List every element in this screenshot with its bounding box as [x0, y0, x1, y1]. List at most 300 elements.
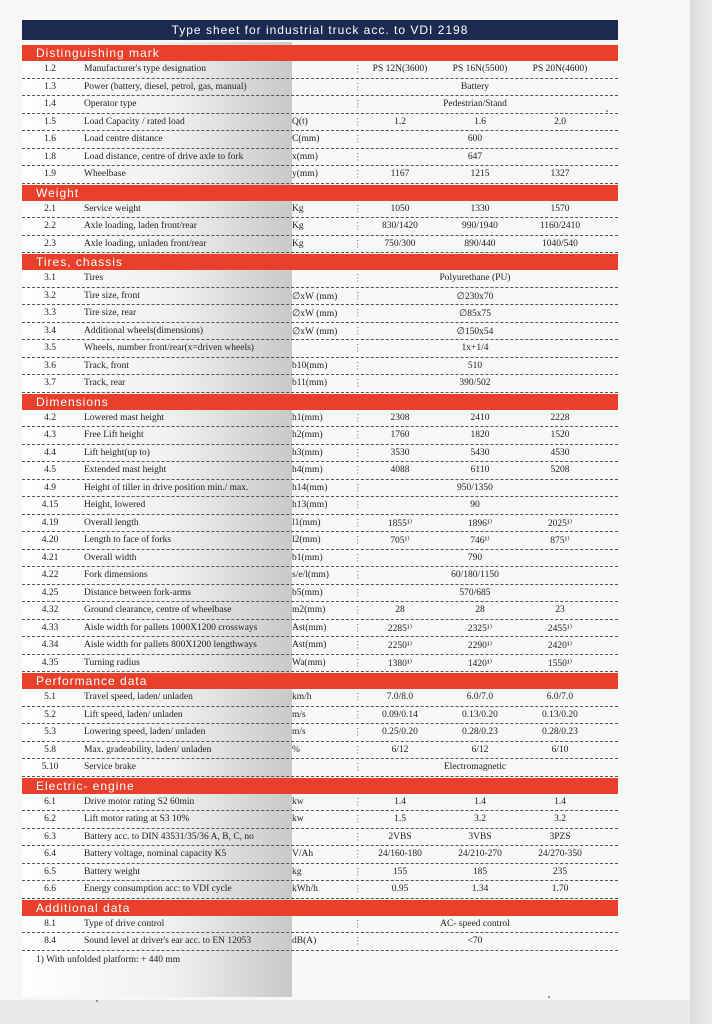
value-model-3: 235 [552, 866, 568, 877]
column-divider: ⋮ [353, 536, 363, 546]
value-all-models: ∅85x75 [458, 309, 492, 319]
value-model-3: 2455¹⁾ [547, 623, 573, 634]
row-unit: kw [292, 796, 304, 807]
section-header: Electric- engine [22, 778, 618, 794]
value-model-2: 0.28/0.23 [462, 727, 498, 737]
table-row [22, 480, 618, 498]
value-model-2: 746¹⁾ [470, 536, 490, 546]
value-model-3: 5208 [550, 465, 570, 475]
row-number: 4.35 [41, 657, 59, 668]
value-model-3: 6/10 [551, 744, 569, 755]
table-row [22, 358, 618, 376]
column-divider: ⋮ [353, 797, 363, 808]
column-divider: ⋮ [353, 745, 363, 756]
table-row [22, 288, 618, 306]
row-description: Operator type [84, 99, 137, 109]
value-model-1: 2VBS [388, 831, 412, 842]
row-description: Overall length [84, 517, 139, 528]
value-model-2: 185 [472, 866, 488, 877]
row-number: 6.2 [44, 814, 56, 824]
row-unit: b11(mm) [292, 378, 328, 388]
row-unit: C(mm) [292, 134, 320, 144]
row-description: Height, lowered [84, 500, 146, 510]
row-description: Tires [84, 273, 104, 283]
row-unit: ∅xW (mm) [292, 309, 338, 319]
table-row [22, 462, 618, 480]
value-model-2: 1330 [470, 203, 490, 214]
column-divider: ⋮ [353, 693, 363, 703]
value-all-models: 60/180/1150 [451, 570, 499, 580]
row-unit: b1(mm) [292, 552, 323, 563]
table-row [22, 114, 618, 132]
row-number: 2.2 [44, 221, 56, 231]
column-divider: ⋮ [353, 641, 363, 651]
value-all-models: 390/502 [459, 378, 491, 388]
row-number: 3.5 [44, 343, 56, 353]
table-row [22, 916, 618, 934]
paper-speck [606, 110, 608, 112]
row-number: 4.9 [44, 482, 56, 493]
column-divider: ⋮ [353, 850, 363, 860]
value-all-models: Electromagnetic [443, 762, 507, 772]
row-description: Ground clearance, centre of wheelbase [84, 605, 232, 615]
table-row [22, 166, 618, 184]
row-number: 4.34 [41, 640, 59, 650]
row-number: 3.4 [44, 325, 56, 336]
section-header: Tires, chassis [22, 254, 618, 270]
table-row [22, 270, 618, 288]
value-model-2: 1.6 [474, 116, 486, 127]
value-model-1: 4088 [390, 465, 410, 475]
value-model-2: 1420¹⁾ [467, 658, 493, 669]
table-row [22, 550, 618, 568]
column-divider: ⋮ [353, 466, 363, 476]
column-divider: ⋮ [353, 571, 363, 581]
row-number: 4.20 [41, 535, 59, 545]
row-number: 4.21 [41, 552, 59, 563]
value-model-3: 1570 [550, 203, 570, 214]
table-row [22, 410, 618, 428]
value-model-2: PS 16N(5500) [452, 64, 508, 74]
row-number: 5.2 [44, 709, 56, 720]
value-all-models: 90 [470, 500, 480, 510]
row-unit: h1(mm) [292, 412, 323, 423]
row-description: Wheels, number front/rear(x=driven wheels) [84, 343, 254, 353]
value-model-3: 1160/2410 [539, 221, 581, 231]
value-all-models: 510 [467, 360, 483, 371]
row-description: Tire size, front [84, 290, 140, 301]
table-row [22, 602, 618, 620]
value-model-1: 1.4 [394, 796, 406, 807]
value-model-3: 875¹⁾ [550, 536, 570, 546]
row-description: Service weight [84, 203, 141, 214]
value-model-1: 705¹⁾ [390, 536, 410, 546]
section-header: Performance data [22, 673, 618, 689]
table-row [22, 427, 618, 445]
row-unit: dB(A) [292, 936, 317, 946]
row-unit: m2(mm) [292, 605, 326, 615]
row-description: Type of drive control [84, 918, 165, 929]
row-unit: s/e/l(mm) [292, 570, 329, 580]
value-model-3: 24/270-350 [538, 849, 582, 859]
row-number: 4.2 [44, 412, 56, 423]
table-row [22, 811, 618, 829]
row-unit: km/h [292, 692, 312, 702]
table-row [22, 567, 618, 585]
value-all-models: 790 [467, 552, 483, 563]
row-number: 5.10 [41, 762, 59, 772]
value-model-3: 2.0 [554, 116, 566, 127]
column-divider: ⋮ [353, 885, 363, 895]
table-row [22, 131, 618, 149]
column-divider: ⋮ [353, 239, 363, 250]
row-number: 1.8 [44, 151, 56, 162]
value-model-1: 3530 [390, 447, 410, 458]
row-unit: b10(mm) [292, 360, 328, 371]
row-description: Service brake [84, 762, 136, 772]
row-description: Load distance, centre of drive axle to fork [84, 151, 244, 162]
footnote: 1) With unfolded platform: + 440 mm [36, 954, 181, 965]
row-unit: ∅xW (mm) [292, 291, 338, 302]
value-model-1: 1050 [390, 203, 410, 214]
value-all-models: Battery [461, 81, 489, 92]
row-description: Drive motor rating S2 60min [84, 796, 195, 807]
row-description: Lift motor rating at S3 10% [84, 814, 190, 824]
column-divider: ⋮ [353, 361, 363, 372]
sheet-title: Type sheet for industrial truck acc. to VDI 2198 [22, 20, 618, 40]
value-model-1: 1855¹⁾ [387, 518, 413, 529]
row-number: 8.4 [44, 936, 56, 946]
table-row [22, 236, 618, 254]
table-row [22, 742, 618, 760]
column-divider: ⋮ [353, 152, 363, 163]
table-row [22, 323, 618, 341]
table-row [22, 759, 618, 777]
row-description: Tire size, rear [84, 308, 137, 318]
value-model-1: 1.2 [394, 116, 406, 127]
value-all-models: 950/1350 [457, 482, 493, 493]
row-description: Extended mast height [84, 465, 167, 475]
value-model-2: 890/440 [464, 238, 496, 249]
row-number: 8.1 [44, 918, 56, 929]
value-all-models: Polyurethane (PU) [439, 273, 511, 283]
row-number: 6.5 [44, 866, 56, 877]
table-row [22, 881, 618, 899]
row-description: Travel speed, laden/ unladen [84, 692, 193, 702]
value-model-3: 23 [555, 605, 565, 615]
row-number: 2.1 [44, 203, 56, 214]
value-model-3: 1040/540 [542, 238, 578, 249]
row-unit: h4(mm) [292, 465, 323, 475]
row-description: Sound level at driver's ear acc. to EN 12053 [84, 936, 252, 946]
value-model-1: 1.5 [394, 814, 406, 824]
row-description: Aisle width for pallets 1000X1200 crossways [84, 622, 258, 633]
table-row [22, 96, 618, 114]
row-unit: h13(mm) [292, 500, 328, 510]
value-model-1: 0.95 [391, 884, 409, 894]
column-divider: ⋮ [353, 919, 363, 930]
column-divider: ⋮ [353, 344, 363, 354]
row-description: Overall width [84, 552, 137, 563]
row-number: 3.2 [44, 290, 56, 301]
value-model-1: 24/160-180 [378, 849, 422, 859]
value-all-models: 570/685 [459, 587, 491, 598]
table-row [22, 532, 618, 550]
column-divider: ⋮ [353, 309, 363, 319]
table-row [22, 445, 618, 463]
row-description: Battery acc. to DIN 43531/35/36 A, B, C, no [84, 831, 254, 842]
column-divider: ⋮ [353, 431, 363, 441]
row-unit: % [292, 744, 300, 755]
row-description: Lowered mast height [84, 412, 165, 423]
value-model-3: 1520 [550, 430, 570, 440]
column-divider: ⋮ [353, 326, 363, 337]
row-unit: h14(mm) [292, 482, 328, 493]
value-model-1: 0.09/0.14 [382, 709, 418, 720]
row-description: Max. gradeability, laden/ unladen [84, 744, 212, 755]
value-model-2: 1215 [470, 169, 490, 179]
value-model-2: 6110 [470, 465, 490, 475]
column-divider: ⋮ [353, 274, 363, 284]
value-model-2: 6.0/7.0 [466, 692, 494, 702]
value-model-1: 1760 [390, 430, 410, 440]
row-number: 5.8 [44, 744, 56, 755]
page-edge [690, 0, 712, 1024]
row-unit: Ast(mm) [292, 622, 327, 633]
row-description: Height of tiller in drive position min./ max. [84, 482, 249, 493]
value-model-3: 2025¹⁾ [547, 518, 573, 529]
value-model-2: 0.13/0.20 [462, 709, 498, 720]
section-header: Dimensions [22, 394, 618, 410]
value-model-2: 28 [475, 605, 485, 615]
column-divider: ⋮ [353, 606, 363, 616]
row-description: Track, rear [84, 378, 126, 388]
row-number: 3.6 [44, 360, 56, 371]
row-description: Load Capacity / rated load [84, 116, 185, 127]
row-unit: Ast(mm) [292, 640, 327, 650]
table-row [22, 724, 618, 742]
row-unit: y(mm) [292, 169, 318, 179]
row-description: Axle loading, laden front/rear [84, 221, 197, 231]
value-model-1: 1380¹⁾ [387, 658, 413, 669]
value-model-1: 2285¹⁾ [387, 623, 413, 634]
value-model-3: 1327 [550, 169, 570, 179]
table-row [22, 655, 618, 673]
row-description: Load centre distance [84, 134, 163, 144]
table-row [22, 515, 618, 533]
row-number: 4.32 [41, 605, 59, 615]
value-model-1: 6/12 [391, 744, 409, 755]
value-model-1: 1167 [390, 169, 410, 179]
section-header: Distinguishing mark [22, 45, 618, 61]
value-all-models: Pedestrian/Stand [443, 99, 507, 109]
table-row [22, 340, 618, 358]
row-description: Lowering speed, laden/ unladen [84, 727, 206, 737]
value-model-2: 1820 [470, 430, 490, 440]
value-all-models: AC- speed control [440, 918, 510, 929]
row-number: 4.19 [41, 517, 59, 528]
column-divider: ⋮ [353, 379, 363, 389]
table-row [22, 218, 618, 236]
value-model-3: PS 20N(4600) [532, 64, 588, 74]
column-divider: ⋮ [353, 413, 363, 424]
row-number: 3.7 [44, 378, 56, 388]
column-divider: ⋮ [353, 815, 363, 825]
table-row [22, 497, 618, 515]
row-unit: Q(t) [292, 116, 308, 127]
table-row [22, 933, 618, 951]
column-divider: ⋮ [353, 117, 363, 128]
column-divider: ⋮ [353, 710, 363, 721]
value-model-2: 6/12 [471, 744, 489, 755]
table-row [22, 637, 618, 655]
row-unit: kw [292, 814, 304, 824]
row-description: Track, front [84, 360, 130, 371]
row-number: 1.4 [44, 99, 56, 109]
row-unit: h2(mm) [292, 430, 323, 440]
column-divider: ⋮ [353, 623, 363, 634]
row-description: Free Lift height [84, 430, 144, 440]
paper-speck [548, 996, 550, 998]
row-description: Energy consumption acc: to VDI cycle [84, 884, 232, 894]
row-number: 1.3 [44, 81, 56, 92]
table-row [22, 201, 618, 219]
value-model-3: 1.4 [554, 796, 566, 807]
value-model-2: 3.2 [474, 814, 486, 824]
row-number: 3.1 [44, 273, 56, 283]
row-number: 5.3 [44, 727, 56, 737]
row-description: Manufacturer's type designation [84, 64, 207, 74]
value-model-3: 3.2 [554, 814, 566, 824]
column-divider: ⋮ [353, 553, 363, 564]
column-divider: ⋮ [353, 204, 363, 215]
row-unit: kg [292, 866, 302, 877]
row-number: 6.1 [44, 796, 56, 807]
table-row [22, 689, 618, 707]
row-unit: h3(mm) [292, 447, 323, 458]
value-model-1: 28 [395, 605, 405, 615]
value-all-models: 1x+1/4 [461, 343, 489, 353]
column-divider: ⋮ [353, 222, 363, 232]
row-description: Length to face of forks [84, 535, 172, 545]
row-unit: Kg [292, 221, 304, 231]
row-number: 4.4 [44, 447, 56, 458]
row-description: Power (battery, diesel, petrol, gas, manual) [84, 81, 247, 92]
row-number: 6.3 [44, 831, 56, 842]
row-unit: m/s [292, 727, 306, 737]
row-description: Axle loading, unladen front/rear [84, 238, 207, 249]
table-row [22, 864, 618, 882]
row-number: 1.5 [44, 116, 56, 127]
value-model-2: 1.4 [474, 796, 486, 807]
column-divider: ⋮ [353, 728, 363, 738]
row-unit: ∅xW (mm) [292, 326, 338, 337]
row-unit: l1(mm) [292, 517, 321, 528]
row-number: 4.25 [41, 587, 59, 598]
value-model-2: 1.34 [471, 884, 489, 894]
row-description: Wheelbase [84, 169, 126, 179]
column-divider: ⋮ [353, 867, 363, 878]
row-unit: m/s [292, 709, 306, 720]
row-description: Turning radius [84, 657, 140, 668]
column-divider: ⋮ [353, 518, 363, 529]
section-header: Weight [22, 185, 618, 201]
row-description: Additional wheels(dimensions) [84, 325, 203, 336]
value-model-1: 0.25/0.20 [382, 727, 418, 737]
row-unit: Kg [292, 203, 304, 214]
row-number: 4.3 [44, 430, 56, 440]
value-all-models: ∅230x70 [456, 291, 494, 302]
section-header: Additional data [22, 900, 618, 916]
value-model-1: 155 [392, 866, 408, 877]
row-description: Fork dimensions [84, 570, 148, 580]
value-model-3: 2420¹⁾ [547, 641, 573, 651]
column-divider: ⋮ [353, 483, 363, 494]
column-divider: ⋮ [353, 170, 363, 180]
value-model-2: 2325¹⁾ [467, 623, 493, 634]
column-divider: ⋮ [353, 501, 363, 511]
row-unit: V/Ah [292, 849, 314, 859]
row-number: 4.5 [44, 465, 56, 475]
value-all-models: 647 [467, 151, 483, 162]
value-model-2: 5430 [470, 447, 490, 458]
row-description: Battery voltage, nominal capacity K5 [84, 849, 227, 859]
column-divider: ⋮ [353, 588, 363, 599]
row-unit: b5(mm) [292, 587, 323, 598]
column-divider: ⋮ [353, 832, 363, 843]
row-number: 1.9 [44, 169, 56, 179]
row-number: 1.2 [44, 64, 56, 74]
value-model-2: 2410 [470, 412, 490, 423]
value-model-3: 2228 [550, 412, 570, 423]
row-number: 4.22 [41, 570, 59, 580]
row-description: Distance between fork-arms [84, 587, 192, 598]
row-number: 1.6 [44, 134, 56, 144]
value-model-1: PS 12N(3600) [372, 64, 428, 74]
row-description: Battery weight [84, 866, 141, 877]
row-unit: x(mm) [292, 151, 318, 162]
row-number: 6.4 [44, 849, 56, 859]
table-row [22, 829, 618, 847]
table-row [22, 846, 618, 864]
column-divider: ⋮ [353, 100, 363, 110]
table-row [22, 61, 618, 79]
row-number: 2.3 [44, 238, 56, 249]
value-model-1: 830/1420 [382, 221, 418, 231]
table-row [22, 375, 618, 393]
table-row [22, 305, 618, 323]
column-divider: ⋮ [353, 763, 363, 773]
row-number: 4.33 [41, 622, 59, 633]
column-divider: ⋮ [353, 291, 363, 302]
column-divider: ⋮ [353, 135, 363, 145]
column-divider: ⋮ [353, 65, 363, 75]
value-model-2: 24/210-270 [458, 849, 502, 859]
row-number: 6.6 [44, 884, 56, 894]
row-number: 3.3 [44, 308, 56, 318]
value-all-models: <70 [467, 936, 483, 946]
paper-speck [96, 1000, 98, 1002]
spec-table [22, 44, 618, 971]
value-all-models: 600 [467, 134, 483, 144]
table-row [22, 79, 618, 97]
table-row [22, 585, 618, 603]
row-description: Aisle width for pallets 800X1200 lengthways [84, 640, 257, 650]
value-model-2: 3VBS [468, 831, 492, 842]
value-model-2: 990/1940 [462, 221, 498, 231]
value-model-3: 1.70 [551, 884, 569, 894]
value-all-models: ∅150x54 [456, 326, 494, 337]
